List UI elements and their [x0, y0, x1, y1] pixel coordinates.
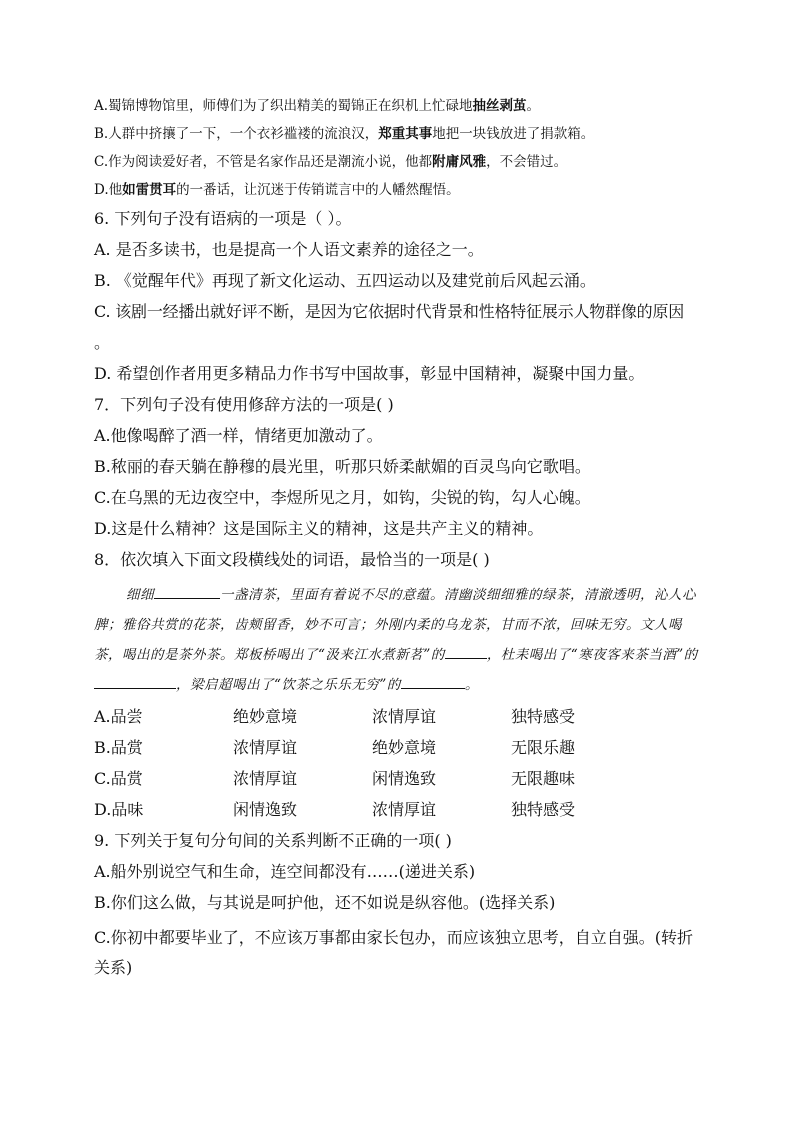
q5-option-a-keyword: 抽丝剥茧	[472, 98, 527, 114]
q6-option-b: B. 《觉醒年代》再现了新文化运动、五四运动以及建党前后风起云涌。	[94, 271, 596, 290]
q8-option-b: B.品赏 浓情厚谊 绝妙意境 无限乐趣	[94, 738, 576, 757]
q8-option-c: C.品赏 浓情厚谊 闲情逸致 无限趣味	[94, 769, 576, 788]
q7-option-c: C.在乌黑的无边夜空中，李煜所见之月，如钩，尖锐的钩，勾人心魄。	[94, 488, 591, 507]
q9-option-b: B.你们这么做，与其说是呵护他，还不如说是纵容他。(选择关系)	[94, 893, 556, 912]
q8-option-a: A.品尝 绝妙意境 浓情厚谊 独特感受	[94, 707, 576, 726]
q7-option-a: A.他像喝醉了酒一样，情绪更加激动了。	[94, 426, 383, 445]
fill-blank-3[interactable]	[94, 672, 176, 689]
q7-option-d: D.这是什么精神？这是国际主义的精神，这是共产主义的精神。	[94, 519, 544, 538]
q5-option-d: D.他如雷贯耳的一番话，让沉迷于传销谎言中的人幡然醒悟。	[94, 182, 460, 198]
fill-blank-4[interactable]	[401, 672, 465, 689]
q5-option-d-keyword: 如雷贯耳	[122, 182, 177, 198]
q9-option-c: C.你初中都要毕业了，不应该万事都由家长包办，而应该独立思考，自立自强。(转折关系)	[94, 928, 694, 977]
fill-blank-2[interactable]	[445, 642, 487, 659]
q8-passage: 细细 一盏清茶，里面有着说不尽的意蕴。清幽淡细细雅的绿茶，清澈透明，沁人心脾；雅俗共赏的花茶，齿颊留香，妙不可言；外刚内柔的乌龙茶，甘而不浓，回味无穷。文人喝茶，喝出的是茶外茶。郑板桥喝出了“汲来江水煮新茗”的 ，杜耒喝出了“寒夜客来茶当酒”的，梁启超喝出了“饮茶之乐乐无穷”的 。	[94, 580, 700, 700]
fill-blank-1[interactable]	[154, 582, 220, 599]
q8-stem: 8．依次填入下面文段横线处的词语，最恰当的一项是( )	[94, 550, 490, 569]
q7-option-b: B.秾丽的春天躺在静穆的晨光里，听那只娇柔献媚的百灵鸟向它歌唱。	[94, 457, 591, 476]
q5-option-b: B.人群中挤攘了一下，一个衣衫褴褛的流浪汉，郑重其事地把一块钱放进了捐款箱。	[94, 126, 595, 142]
q5-option-c-keyword: 附庸风雅	[432, 154, 487, 170]
q6-option-c-tail: 。	[94, 333, 111, 352]
q9-option-a: A.船外别说空气和生命，连空间都没有……(递进关系)	[94, 862, 476, 881]
q6-option-c: C. 该剧一经播出就好评不断，是因为它依据时代背景和性格特征展示人物群像的原因	[94, 302, 685, 321]
q5-option-a: A.蜀锦博物馆里，师傅们为了织出精美的蜀锦正在织机上忙碌地抽丝剥茧。	[94, 98, 541, 114]
q8-option-d: D.品味 闲情逸致 浓情厚谊 独特感受	[94, 800, 576, 819]
q9-stem: 9. 下列关于复句分句间的关系判断不正确的一项( )	[94, 831, 452, 850]
q6-option-a: A. 是否多读书，也是提高一个人语文素养的途径之一。	[94, 240, 484, 259]
q5-option-b-keyword: 郑重其事	[378, 126, 433, 142]
q5-option-c: C.作为阅读爱好者，不管是名家作品还是潮流小说，他都附庸风雅，不会错过。	[94, 154, 568, 170]
question-content	[94, 96, 700, 992]
q7-stem: 7．下列句子没有使用修辞方法的一项是( )	[94, 395, 394, 414]
q6-stem: 6. 下列句子没有语病的一项是（ ）。	[94, 209, 352, 228]
q6-option-d: D. 希望创作者用更多精品力作书写中国故事，彰显中国精神，凝聚中国力量。	[94, 364, 645, 383]
